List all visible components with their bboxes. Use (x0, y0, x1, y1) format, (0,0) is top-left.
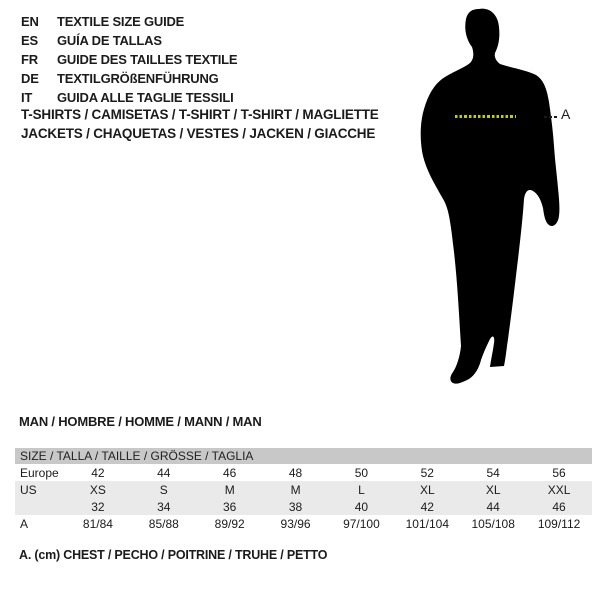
size-cell: 97/100 (343, 516, 380, 531)
language-code: IT (21, 90, 33, 105)
table-row-europe (15, 464, 592, 481)
size-cell: 46 (552, 499, 566, 514)
size-cell: 38 (288, 499, 303, 514)
size-cell: 50 (354, 465, 369, 480)
size-cell: 52 (420, 465, 434, 480)
size-table-header: SIZE / TALLA / TAILLE / GRÖSSE / TAGLIA (15, 448, 592, 464)
size-cell: 56 (552, 465, 566, 480)
table-row-numeric (15, 498, 592, 515)
table-row-chest (15, 515, 592, 532)
row-label: US (20, 482, 37, 497)
language-title: TEXTILGRÖßENFÜHRUNG (57, 71, 219, 86)
language-code: FR (21, 52, 38, 67)
size-cell: 42 (91, 465, 105, 480)
size-cell: 89/92 (214, 516, 245, 531)
man-silhouette-icon (415, 4, 565, 394)
language-row-en (21, 12, 237, 31)
size-cell: 109/112 (537, 516, 581, 531)
language-title: GUÍA DE TALLAS (57, 33, 162, 48)
measure-label-a: A (561, 106, 571, 122)
size-cell: M (224, 482, 235, 497)
category-jackets: JACKETS / CHAQUETAS / VESTES / JACKEN / GIACCHE (21, 126, 376, 141)
size-cell: 32 (91, 499, 105, 514)
size-cell: 42 (420, 499, 434, 514)
language-list (21, 12, 237, 107)
language-title: GUIDE DES TAILLES TEXTILE (57, 52, 238, 67)
size-cell: XL (485, 482, 501, 497)
size-cell: 46 (223, 465, 237, 480)
chest-measure-line (455, 115, 516, 118)
language-code: DE (21, 71, 39, 86)
footnote-chest: A. (cm) CHEST / PECHO / POITRINE / TRUHE / PETTO (19, 548, 328, 562)
language-title: GUIDA ALLE TAGLIE TESSILI (57, 90, 234, 105)
size-cell: 81/84 (82, 516, 113, 531)
size-cell: XXL (547, 482, 571, 497)
size-cell: 93/96 (280, 516, 311, 531)
size-cell: 34 (157, 499, 171, 514)
size-cell: 85/88 (148, 516, 179, 531)
language-row-de (21, 69, 237, 88)
row-label: Europe (20, 465, 59, 480)
table-row-us (15, 481, 592, 498)
size-cell: 54 (486, 465, 500, 480)
language-code: EN (21, 14, 39, 29)
size-cell: M (290, 482, 301, 497)
measure-leader-dashes (544, 116, 559, 118)
size-table (15, 448, 592, 532)
size-cell: S (159, 482, 168, 497)
language-code: ES (21, 33, 38, 48)
language-row-fr (21, 50, 237, 69)
language-row-es (21, 31, 237, 50)
category-lines (21, 105, 379, 143)
size-cell: 105/108 (471, 516, 515, 531)
row-label: A (20, 516, 29, 531)
man-silhouette-figure (415, 4, 565, 394)
size-cell: 48 (288, 465, 303, 480)
size-cell: L (358, 482, 365, 497)
language-title: TEXTILE SIZE GUIDE (57, 14, 185, 29)
section-title-man: MAN / HOMBRE / HOMME / MANN / MAN (19, 414, 262, 429)
size-cell: XS (89, 482, 106, 497)
size-cell: XL (419, 482, 435, 497)
category-tshirts: T-SHIRTS / CAMISETAS / T-SHIRT / T-SHIRT / MAGLIETTE (21, 107, 379, 122)
size-cell: 36 (223, 499, 237, 514)
size-cell: 101/104 (405, 516, 449, 531)
size-cell: 44 (486, 499, 500, 514)
size-cell: 44 (157, 465, 171, 480)
size-cell: 40 (354, 499, 369, 514)
